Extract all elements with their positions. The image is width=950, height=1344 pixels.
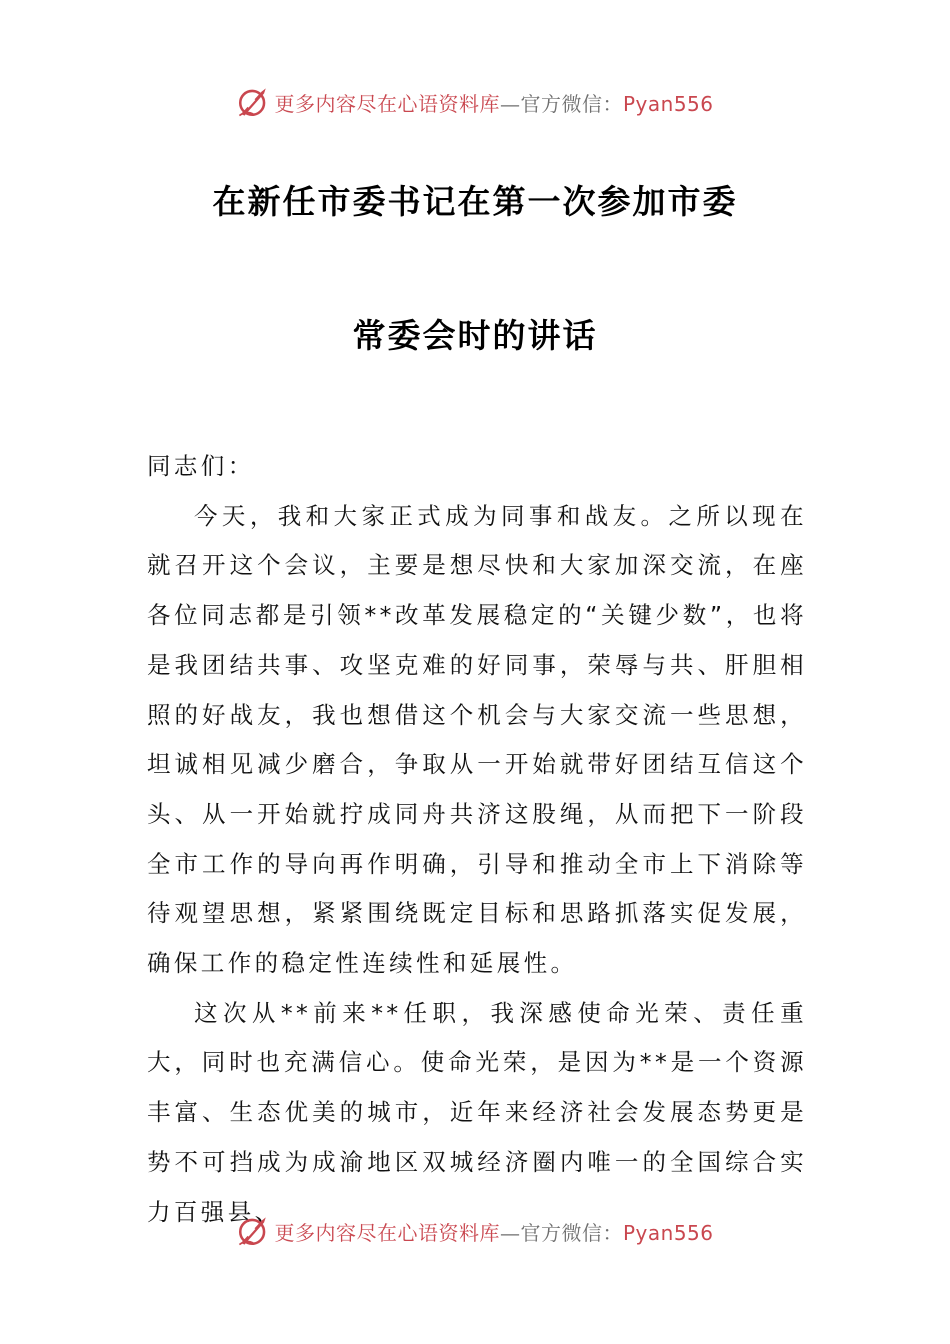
paragraph-2: 这次从**前来**任职，我深感使命光荣、责任重大，同时也充满信心。使命光荣，是因为**是一个资源丰富、生态优美的城市，近年来经济社会发展态势更是势不可挡成为成渝地区双城经济圈内唯一的全国综合实力百强县、 <box>147 998 807 1226</box>
document-body <box>147 442 807 1237</box>
pen-circle-logo-icon <box>236 1214 270 1248</box>
watermark-wechat-id: Pyan556 <box>622 91 714 116</box>
paragraph-1: 今天，我和大家正式成为同事和战友。之所以现在就召开这个会议，主要是想尽快和大家加深交流，在座各位同志都是引领**改革发展稳定的“关键少数”，也将是我团结共事、攻坚克难的好同事，荣辱与共、肝胆相照的好战友，我也想借这个机会与大家交流一些思想，坦诚相见减少磨合，争取从一开始就带好团结互信这个头、从一开始就拧成同舟共济这股绳，从而把下一阶段全市工作的导向再作明确，引导和推动全市上下消除等待观望思想，紧紧围绕既定目标和思路抓落实促发展，确保工作的稳定性连续性和延展性。 <box>147 501 807 978</box>
document-title-line-2: 常委会时的讲话 <box>352 316 598 355</box>
document-title-line-1: 在新任市委书记在第一次参加市委 <box>212 182 738 221</box>
watermark-wechat-label: —官方微信： <box>499 1220 623 1245</box>
watermark-wechat-label: —官方微信： <box>499 91 623 116</box>
watermark-library-name: 更多内容尽在心语资料库 <box>274 1220 500 1245</box>
watermark-text <box>274 1217 713 1246</box>
watermark-text <box>274 88 713 117</box>
watermark-wechat-id: Pyan556 <box>622 1220 714 1245</box>
footer-watermark <box>0 1211 950 1251</box>
header-watermark <box>0 82 950 122</box>
watermark-library-name: 更多内容尽在心语资料库 <box>274 91 500 116</box>
pen-circle-logo-icon <box>236 85 270 119</box>
salutation: 同志们： <box>147 452 255 480</box>
